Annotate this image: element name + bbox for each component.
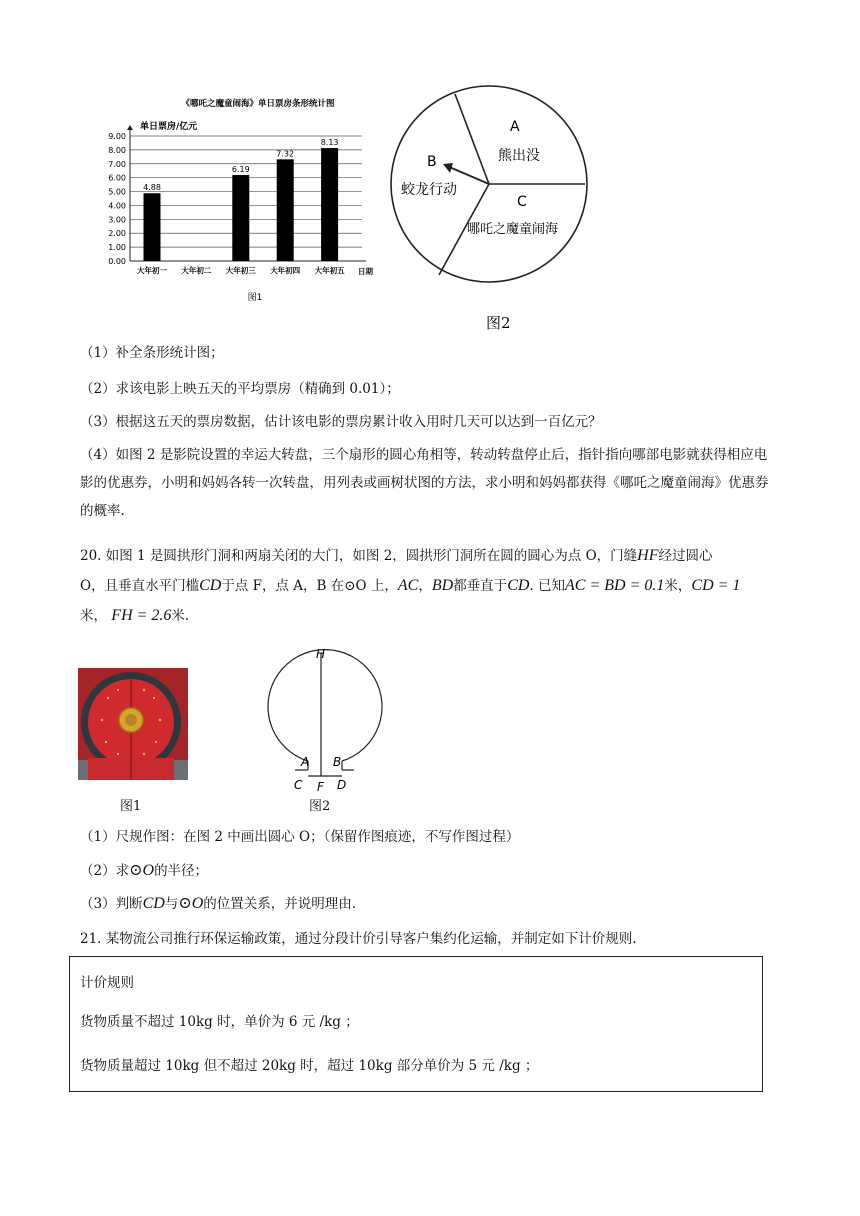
- point-b-label: B: [333, 755, 342, 769]
- question-19-part-3: （3）根据这五天的票房数据，估计该电影的票房累计收入用时几天可以达到一百亿元？: [80, 414, 602, 430]
- rules-title: 计价规则: [80, 975, 134, 991]
- data-label: 4.88: [143, 183, 161, 193]
- y-tick-label: 2.00: [108, 229, 126, 239]
- chart-title: 《哪吒之魔童闹海》单日票房条形统计图: [181, 99, 335, 109]
- point-h-label: H: [316, 647, 326, 661]
- sector-a-letter: A: [510, 119, 520, 135]
- y-tick-label: 5.00: [108, 187, 126, 197]
- rule-2: 货物质量超过 10kg 但不超过 20kg 时，超过 10kg 部分单价为 5 元 /kg ；: [80, 1058, 539, 1074]
- sector-c-letter: C: [517, 194, 527, 210]
- door-photo: [78, 668, 188, 780]
- x-axis-label: 日期: [358, 267, 373, 276]
- figure-caption: 图1: [120, 799, 142, 814]
- y-tick-label: 1.00: [108, 243, 126, 253]
- y-tick-label: 8.00: [108, 145, 126, 155]
- geometry-figure: [255, 644, 395, 794]
- pricing-rules-box: [69, 956, 763, 1092]
- bar: [321, 148, 338, 261]
- question-20-part-2: （2）求⊙O的半径；: [80, 862, 209, 879]
- y-tick-label: 6.00: [108, 173, 126, 183]
- bar: [277, 159, 294, 261]
- sector-a-name: 熊出没: [498, 148, 540, 164]
- rule-1: 货物质量不超过 10kg 时，单价为 6 元 /kg ；: [80, 1014, 359, 1030]
- point-c-label: C: [294, 778, 303, 792]
- data-label: 8.13: [320, 138, 339, 148]
- y-tick-label: 9.00: [108, 132, 126, 141]
- spinner-figure: [385, 80, 595, 335]
- x-tick-label: 大年初一: [137, 266, 167, 275]
- x-tick-label: 大年初二: [181, 266, 212, 275]
- question-19-part-4: （4）如图 2 是影院设置的幸运大转盘，三个扇形的圆心角相等，转动转盘停止后，指针指向哪部电影就获得相应电影的优惠券，小明和妈妈各转一次转盘，用列表或画树状图的方法，求小明和妈妈都获得《哪吒之魔童闹海》优惠券的概率.: [80, 447, 769, 519]
- point-d-label: D: [337, 778, 347, 792]
- x-tick-label: 大年初三: [225, 266, 256, 275]
- point-f-label: F: [317, 780, 324, 794]
- question-21-stem: 21. 某物流公司推行环保运输政策，通过分段计价引导客户集约化运输，并制定如下计价规则.: [80, 931, 637, 947]
- point-a-label: A: [301, 755, 310, 769]
- question-20-stem: 20. 如图 1 是圆拱形门洞和两扇关闭的大门，如图 2，圆拱形门洞所在圆的圆心为点 O，门缝HF经过圆心 O，且垂直水平门槛CD于点 F，点 A，B 在⊙O 上，AC，BD都垂直于CD. 已知AC = BD = 0.1米，CD = 1 米， FH = 2.6米.: [80, 547, 741, 624]
- circle-arc: [268, 650, 382, 761]
- question-20-part-1: （1）尺规作图：在图 2 中画出圆心 O；（保留作图痕迹，不写作图过程）: [80, 829, 520, 845]
- x-tick-label: 大年初四: [270, 266, 301, 275]
- y-tick-label: 0.00: [108, 257, 126, 266]
- bar: [144, 193, 161, 261]
- x-tick-label: 大年初五: [314, 266, 345, 275]
- y-tick-label: 3.00: [108, 215, 126, 225]
- y-axis-arrow-icon: [127, 125, 133, 130]
- data-label: 6.19: [231, 165, 250, 175]
- bar-chart: [100, 92, 380, 304]
- sector-b-letter: B: [427, 154, 437, 170]
- bar: [232, 175, 249, 261]
- question-20-part-3: （3）判断CD与⊙O的位置关系，并说明理由.: [80, 895, 357, 912]
- figure-caption: 图2: [486, 314, 511, 332]
- figure-caption: 图1: [247, 293, 263, 303]
- sector-c-name: 哪吒之魔童闹海: [467, 222, 559, 237]
- figure-caption: 图2: [309, 799, 331, 814]
- y-tick-label: 4.00: [108, 201, 126, 211]
- data-label: 7.32: [276, 149, 295, 159]
- question-19-part-1: （1）补全条形统计图；: [80, 345, 224, 361]
- y-axis-label: 单日票房/亿元: [140, 122, 198, 132]
- sector-b-name: 蛟龙行动: [401, 182, 457, 198]
- y-tick-label: 7.00: [108, 159, 126, 169]
- question-19-part-2: （2）求该电影上映五天的平均票房（精确到 0.01）；: [80, 381, 400, 397]
